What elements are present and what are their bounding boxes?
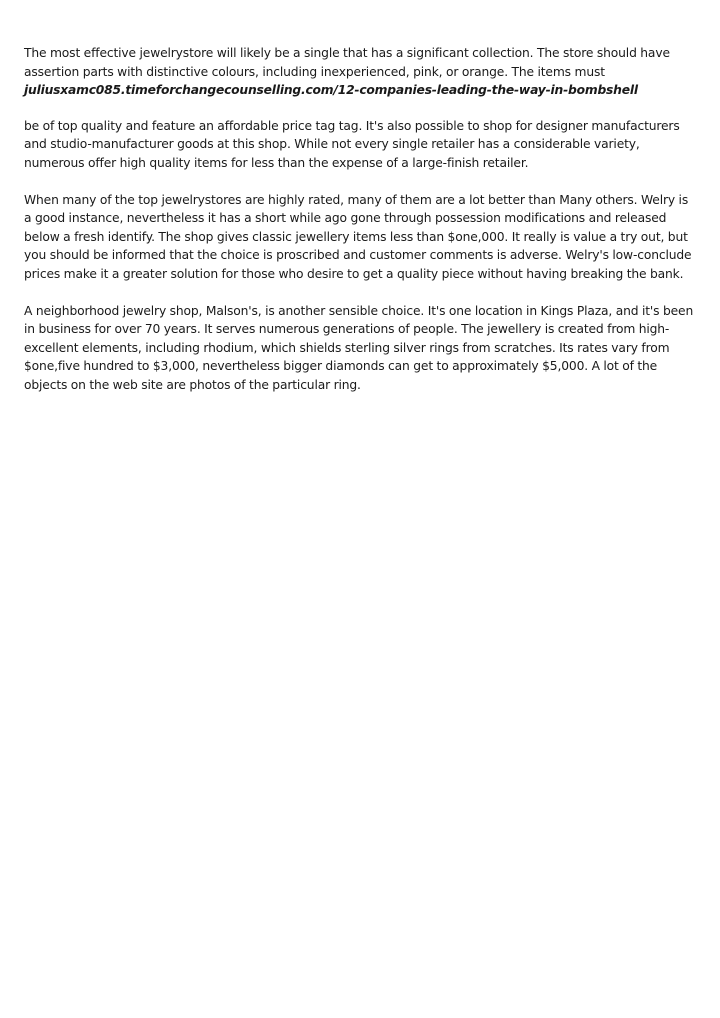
article-link[interactable]: juliusxamc085.timeforchangecounselling.com/12-companies-leading-the-way-in-bombshell — [24, 83, 638, 98]
paragraph-1: The most effective jewelrystore will likely be a single that has a significant collection. The store should have assertion parts with distinctive colours, including inexperienced, pink, or orange. The items must — [24, 46, 670, 79]
paragraph-4: A neighborhood jewelry shop, Malson's, is another sensible choice. It's one location in Kings Plaza, and it's been in business for over 70 years. It serves numerous generations of people. The jewellery is created from high-excellent elements, including rhodium, which shields sterling silver rings from scratches. Its rates vary from $one,five hundred to $3,000, nevertheless bigger diamonds can get to approximately $5,000. A lot of the objects on the web site are photos of the particular ring. — [24, 303, 694, 392]
document-page — [24, 44, 696, 395]
paragraph-2: be of top quality and feature an affordable price tag tag. It's also possible to shop for designer manufacturers and studio-manufacturer goods at this shop. While not every single retailer has a considerable variety, numerous offer high quality items for less than the expense of a large-finish retailer. — [24, 118, 680, 170]
paragraph-3: When many of the top jewelrystores are highly rated, many of them are a lot better than Many others. Welry is a good instance, nevertheless it has a short while ago gone through possession modifications and released below a fresh identify. The shop gives classic jewellery items less than $one,000. It really is value a try out, but you should be informed that the choice is proscribed and customer comments is adverse. Welry's low-conclude prices make it a greater solution for those who desire to get a quality piece without having breaking the bank. — [24, 192, 692, 281]
